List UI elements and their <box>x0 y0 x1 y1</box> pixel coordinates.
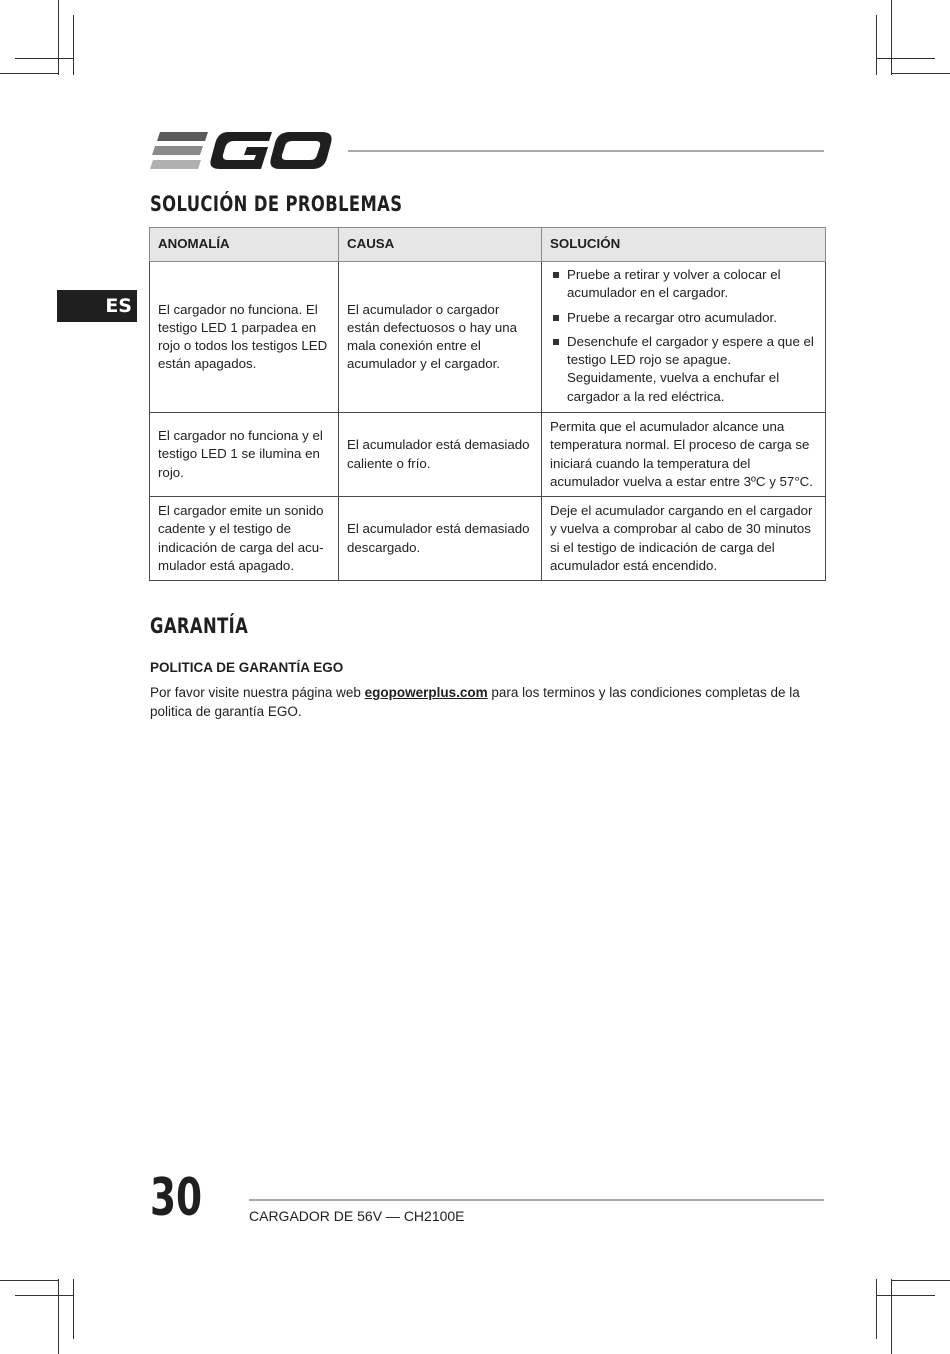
solution-list <box>550 266 817 405</box>
crop-mark <box>15 58 74 59</box>
problem-cell: El cargador emite un sonido cadente y el testigo de indicación de carga del acu-mulador está apagado. <box>150 497 339 581</box>
solution-item: Pruebe a recargar otro acumulador. <box>550 309 817 327</box>
page-number: 30 <box>150 1168 203 1228</box>
table-row <box>150 262 826 413</box>
crop-mark <box>891 1279 892 1354</box>
warranty-text-after: para los terminos y las condiciones completas de la politica de garantía EGO. <box>150 685 800 719</box>
crop-mark <box>891 0 892 75</box>
crop-mark <box>58 1279 59 1354</box>
table-header-row <box>150 228 826 262</box>
footer-product: CARGADOR DE 56V — CH2100E <box>249 1208 465 1224</box>
crop-mark <box>0 73 59 74</box>
crop-mark <box>876 1279 877 1339</box>
language-tab: ES <box>57 290 137 322</box>
solution-cell: Permita que el acumulador alcance una temperatura normal. El proceso de carga se iniciará cuando la temperatura del acumulador vuelva a estar entre 3ºC y 57°C. <box>542 413 826 497</box>
crop-mark <box>891 1280 950 1281</box>
column-header-anomalia: ANOMALÍA <box>150 228 339 262</box>
warranty-title: GARANTÍA <box>150 614 249 638</box>
crop-mark <box>73 15 74 75</box>
column-header-causa: CAUSA <box>339 228 542 262</box>
column-header-solucion: SOLUCIÓN <box>542 228 826 262</box>
problem-cell: El cargador no funciona. El testigo LED 1 parpadea en rojo o todos los testigos LED están apagados. <box>150 262 339 413</box>
warranty-text-before: Por favor visite nuestra página web <box>150 685 365 700</box>
troubleshooting-table <box>149 227 826 581</box>
solution-item: Pruebe a retirar y volver a colocar el acumulador en el cargador. <box>550 266 817 302</box>
cause-cell: El acumulador está demasiado descargado. <box>339 497 542 581</box>
table-row <box>150 497 826 581</box>
crop-mark <box>876 15 877 75</box>
footer-rule <box>249 1199 824 1201</box>
ego-logo <box>150 130 332 172</box>
crop-mark <box>891 73 950 74</box>
solution-item: Desenchufe el cargador y espere a que el testigo LED rojo se apague. Seguidamente, vuelva a enchufar el cargador a la red eléctrica. <box>550 333 817 406</box>
troubleshooting-title: SOLUCIÓN DE PROBLEMAS <box>150 192 403 216</box>
crop-mark <box>876 1295 935 1296</box>
crop-mark <box>58 0 59 75</box>
header-rule <box>348 150 824 152</box>
table-row <box>150 413 826 497</box>
warranty-link[interactable]: egopowerplus.com <box>364 685 488 700</box>
warranty-paragraph <box>150 684 826 721</box>
crop-mark <box>15 1295 74 1296</box>
crop-mark <box>0 1280 59 1281</box>
crop-mark <box>876 58 935 59</box>
crop-mark <box>73 1279 74 1339</box>
solution-cell <box>542 262 826 413</box>
cause-cell: El acumulador o cargador están defectuosos o hay una mala conexión entre el acumulador y el cargador. <box>339 262 542 413</box>
warranty-subtitle: POLITICA DE GARANTÍA EGO <box>150 660 344 675</box>
cause-cell: El acumulador está demasiado caliente o frío. <box>339 413 542 497</box>
problem-cell: El cargador no funciona y el testigo LED 1 se ilumina en rojo. <box>150 413 339 497</box>
solution-cell: Deje el acumulador cargando en el cargador y vuelva a comprobar al cabo de 30 minutos si el testigo de indicación de carga del acumulador está encendido. <box>542 497 826 581</box>
